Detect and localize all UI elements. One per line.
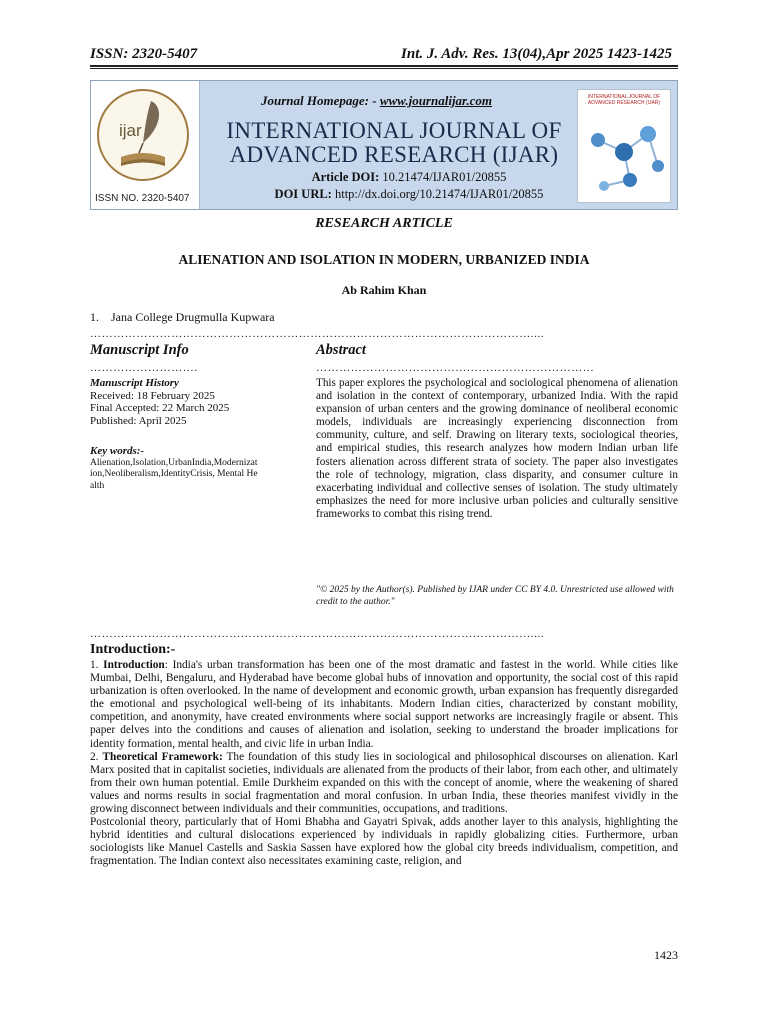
keywords-label: Key words:- [90, 445, 145, 457]
intro-paragraph-2 [90, 751, 678, 816]
journal-logo [91, 81, 200, 209]
logo-issn: ISSN NO. 2320-5407 [95, 193, 190, 204]
p2-text: The foundation of this study lies in sociological and philosophical discourses on alienation. Karl Marx posited that in capitalist societies, individuals are alienated from the products of their labor, from each other, and ultimately from their own human potential. Emile Durkheim expanded on this with the concept of anomie, where the weakening of shared values and norms results in social fragmentation and moral confusion. In urban India, these theories manifest vividly in the growing disconnect between individuals and their communities, occupations, and traditions. [90, 750, 679, 816]
header-citation: Int. J. Adv. Res. 13(04),Apr 2025 1423-1425 [401, 46, 672, 62]
doi-url-label: DOI URL: [274, 187, 332, 201]
dotted-separator-right: ……………………………………………………………… [316, 362, 595, 374]
journal-cover-image [577, 89, 671, 203]
intro-paragraph-3: Postcolonial theory, particularly that of Homi Bhabha and Gayatri Spivak, adds another layer to this analysis, highlighting the hybrid identities and cultural dislocations experienced by individuals in rapidly globalizing cities. Furthermore, urban sociologists like Manuel Castells and Saskia Sassen have explored how the global city breeds individualism, competition, and fragmentation. The Indian context also necessitates examining caste, religion, and [90, 816, 678, 868]
quill-book-icon [99, 91, 187, 179]
p2-number: 2. [90, 750, 103, 763]
p1-number: 1. [90, 659, 104, 671]
journal-homepage [261, 93, 492, 109]
article-title: ALIENATION AND ISOLATION IN MODERN, URBANIZED INDIA [178, 252, 590, 267]
accepted-date: Final Accepted: 22 March 2025 [90, 402, 230, 414]
molecule-icon [578, 90, 670, 202]
journal-title-line2: ADVANCED RESEARCH (IJAR) [229, 142, 559, 167]
article-type: RESEARCH ARTICLE [315, 216, 453, 231]
article-doi-label: Article DOI: [311, 170, 380, 184]
cover-title: INTERNATIONAL JOURNAL OF ADVANCED RESEARCH (IJAR) [587, 94, 661, 106]
dotted-separator-2: …………………………………………………………………………………………………….... [90, 628, 545, 640]
manuscript-info-heading: Manuscript Info [90, 342, 189, 358]
introduction-body [90, 659, 678, 869]
received-date: Received: 18 February 2025 [90, 389, 215, 402]
manuscript-history-label: Manuscript History [90, 377, 179, 389]
keywords-list: Alienation,Isolation,UrbanIndia,Modernization,Neoliberalism,IdentityCrisis, Mental Health [90, 457, 258, 491]
homepage-link[interactable]: www.journalijar.com [379, 93, 493, 108]
p1-text: : India's urban transformation has been one of the most dramatic and fastest in the world. While cities like Mumbai, Delhi, Bengaluru, and Hyderabad have become global hubs of innovation and opportunity, the social cost of this rapid urbanization is often overlooked. In the name of development and economic growth, urban expansion has frequently disregarded the emotional and psychological well-being of its inhabitants. Modern Indian cities, characterized by constant mobility, competition, and anonymity, have created environments where social support networks are increasingly fragile or absent. This paper delves into the conditions and causes of alienation and isolation, seeking to understand the broader implications for identity formation, mental health, and civic life in urban India. [90, 659, 678, 750]
p1-heading: Introduction [103, 659, 165, 671]
logo-text: ijar [119, 121, 142, 140]
doi-block [249, 169, 569, 203]
dotted-separator: …………………………………………………………………………………………………….... [90, 328, 545, 340]
journal-title-line1: INTERNATIONAL JOURNAL OF [226, 118, 562, 143]
header-issn: ISSN: 2320-5407 [90, 46, 198, 62]
journal-title [219, 119, 569, 167]
doi-url-link[interactable]: http://dx.doi.org/10.21474/IJAR01/20855 [334, 187, 544, 201]
page-number: 1423 [654, 948, 678, 962]
manuscript-history [90, 377, 260, 427]
journal-banner [90, 80, 678, 210]
abstract-heading: Abstract [316, 342, 366, 358]
homepage-label: Journal Homepage: - [261, 93, 377, 108]
header-rule [90, 65, 678, 67]
keywords-block [90, 446, 258, 492]
license-notice: "© 2025 by the Author(s). Published by IJAR under CC BY 4.0. Unrestricted use allowed with credit to the author." [316, 585, 674, 607]
article-doi: 10.21474/IJAR01/20855 [382, 170, 507, 184]
intro-paragraph-1 [90, 659, 678, 751]
header-rule-thin [90, 68, 678, 69]
abstract-text: This paper explores the psychological and sociological phenomena of alienation and isolation in the context of contemporary, urbanized India. With the rapid expansion of urban centers and the growing dominance of neoliberal economic models, individuals are increasingly experiencing disconnection from community, culture, and self. Drawing on literary texts, sociological theories, and empirical studies, this research analyzes how modern Indian urban life fosters alienation across different strata of society. The paper also investigates the role of technology, migration, class disparity, and consumer culture in exacerbating individual and collective senses of isolation. The study ultimately emphasizes the need for more inclusive urban policies and culturally sensitive frameworks to combat this rising trend. [316, 377, 678, 520]
introduction-heading: Introduction:- [90, 642, 176, 657]
p2-heading: Theoretical Framework: [102, 750, 223, 763]
logo-circle [97, 89, 189, 181]
article-affiliation: 1. Jana College Drugmulla Kupwara [90, 310, 275, 324]
dotted-separator-left: ………………………. [90, 362, 198, 374]
article-author: Ab Rahim Khan [341, 283, 427, 297]
published-date: Published: April 2025 [90, 414, 187, 427]
